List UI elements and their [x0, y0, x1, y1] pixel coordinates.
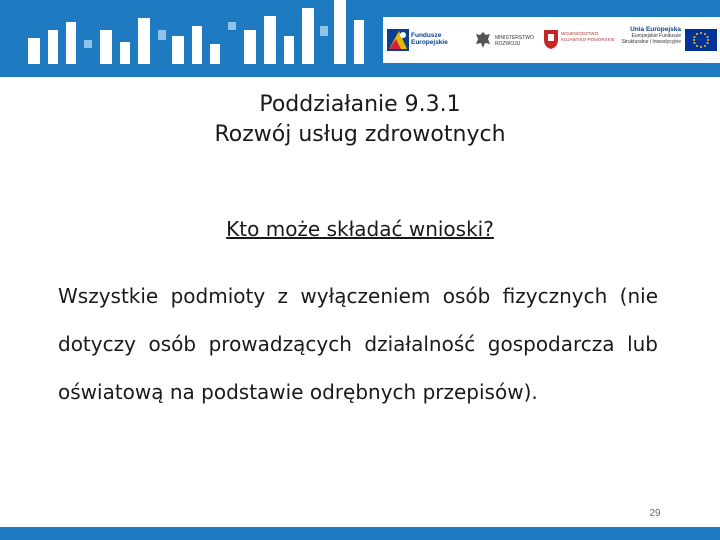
decor-square [120, 42, 130, 64]
footer-band [0, 527, 720, 540]
eu-flag-icon [685, 29, 717, 51]
ministerstwo-label: MINISTERSTWO ROZWOJU [495, 35, 534, 47]
body-paragraph: Wszystkie podmioty z wyłączeniem osób fizycznych (nie dotyczy osób prowadzących działalność gospodarcza lub oświatową na podstawie odrębnych przepisów). [58, 284, 658, 404]
slide-title [0, 90, 720, 150]
decor-square [302, 8, 314, 64]
decor-square [158, 30, 166, 40]
logo-strip [383, 17, 720, 63]
eagle-emblem-icon [475, 30, 491, 50]
decor-square [284, 36, 294, 64]
fundusze-europejskie-icon [387, 29, 409, 51]
ue-subtitle: Europejskie Fundusze Strukturalne i Inwestycyjne [621, 33, 681, 45]
title-line-1: Poddziałanie 9.3.1 [259, 92, 461, 117]
decor-square [48, 30, 58, 64]
region-coat-of-arms-icon [543, 28, 559, 50]
ue-logo [617, 22, 719, 58]
decor-square [100, 30, 112, 64]
decor-square [264, 16, 276, 64]
decor-square [354, 20, 364, 64]
decor-square [320, 26, 328, 36]
decor-square [138, 18, 150, 64]
region-logo [543, 22, 619, 58]
question-heading [0, 215, 720, 243]
fundusze-label: Fundusze Europejskie [411, 32, 448, 46]
decor-square [228, 22, 236, 30]
decor-square [172, 36, 184, 64]
question-text: Kto może składać wnioski? [226, 217, 494, 241]
decor-square [192, 26, 202, 64]
fundusze-logo [387, 22, 469, 58]
ministerstwo-logo [475, 22, 537, 58]
region-label: WOJEWÓDZTWO KUJAWSKO-POMORSKIE [561, 31, 615, 42]
page-number: 29 [649, 508, 661, 519]
ue-text-block [617, 27, 681, 45]
decor-square [210, 44, 220, 64]
decor-square [84, 40, 92, 48]
title-line-2: Rozwój usług zdrowotnych [214, 122, 506, 147]
decor-square [66, 22, 76, 64]
decor-square [244, 30, 256, 64]
decor-square [334, 0, 346, 64]
ue-title: Unia Europejska [630, 26, 681, 33]
decor-square [28, 38, 40, 64]
header-band [0, 0, 720, 77]
